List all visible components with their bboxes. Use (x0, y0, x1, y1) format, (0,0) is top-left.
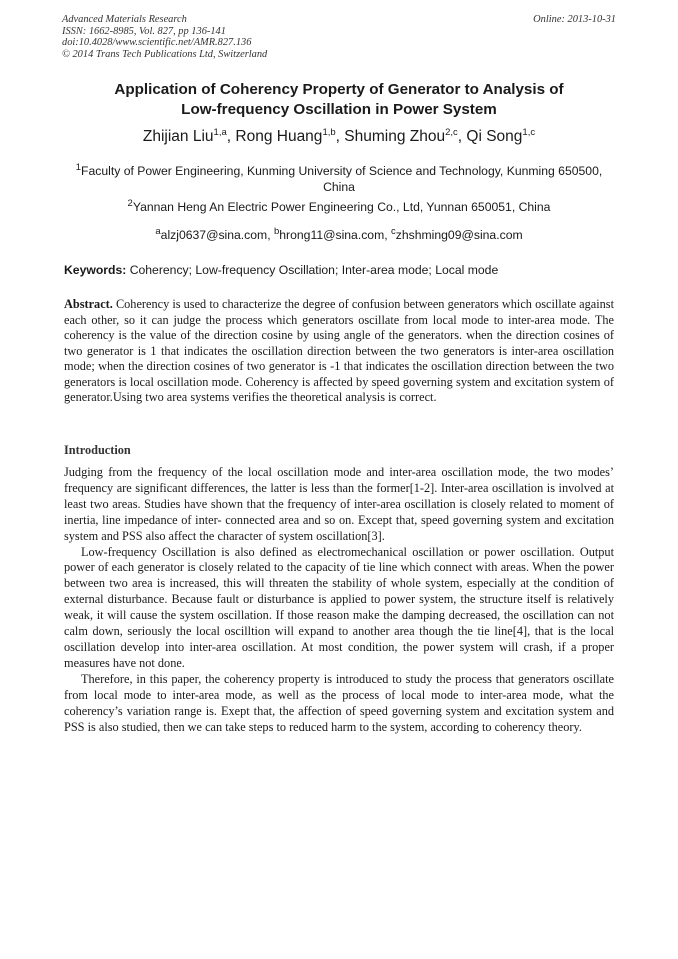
author-affiliation-sup: 2,c (445, 126, 458, 138)
title-line-1: Application of Coherency Property of Generator to Analysis of (114, 81, 564, 98)
abstract-text: Coherency is used to characterize the degree of confusion between generators which oscillate against each other, so it can judge the process which generators oscillate from local mode to inter-area mode. The coherency is the value of the direction cosine by using angle of the generators. when the direction cosines of two generator is 1 that indicates the oscillation direction between the two generators is inter-area oscillation mode; when the direction cosines of two generator is -1 that indicates the oscillation direction between the two generators is local oscillation mode. Coherency is affected by speed governing system and excitation system of generator.Using two area systems verifies the theoretical analysis is correct. (64, 297, 614, 404)
keywords-label: Keywords: (64, 263, 127, 277)
author-name: Shuming Zhou (344, 128, 446, 145)
author-separator: , (457, 128, 467, 145)
affiliation-2-text: Yannan Heng An Electric Power Engineering Co., Ltd, Yunnan 650051, China (132, 200, 551, 214)
title-line-2: Low-frequency Oscillation in Power System (181, 100, 497, 118)
author-name: Zhijian Liu (142, 128, 214, 145)
paragraph: Low-frequency Oscillation is also defined as electromechanical oscillation or power oscillation. Output power of each generator is closely related to the capacity of tie line which connect with areas. When the power between two area is increased, this will threaten the stability of whole system, especially at the condition of external disturbance. Because fault or disturbance is applied to power system, the structure itself is relatively weak, it will cause the system oscillation. If those reason make the damping decreased, the oscillation can not calm down, seriously the local oscilltion will expand to another area though the tie line[4], that is the local oscillation develop into inter-area oscillation. At most condition, the power system will crash, if a proper measures have not done. (64, 544, 614, 670)
journal-name: Advanced Materials Research (62, 14, 187, 25)
introduction-body (64, 465, 614, 735)
paper-title (62, 80, 616, 119)
author-list (62, 127, 616, 147)
keywords-text: Coherency; Low-frequency Oscillation; Inter-area mode; Local mode (126, 263, 499, 277)
author-separator: , (335, 128, 345, 145)
email-b: hrong11@sina.com, (279, 228, 392, 242)
author-affiliation-sup: 1,a (213, 126, 227, 138)
email-c: zhshming09@sina.com (395, 228, 523, 242)
journal-header (62, 14, 616, 60)
paragraph: Therefore, in this paper, the coherency property is introduced to study the process that generators oscillate from local mode to inter-area mode, as well as the process of local mode to inter-area mode, what the coherency’s variation range is. Exept that, the affection of speed governing system and excitation system and PSS is also studied, then we can take steps to reduced harm to the system, according to coherency theory. (64, 671, 614, 734)
affiliation-1-sup: 1 (75, 161, 82, 173)
author-name: Qi Song (466, 128, 523, 145)
online-date: Online: 2013-10-31 (533, 14, 616, 25)
email-b-sup: b (273, 225, 280, 237)
author-affiliation-sup: 1,b (322, 126, 336, 138)
copyright-line: © 2014 Trans Tech Publications Ltd, Switzerland (62, 48, 268, 60)
abstract (64, 297, 614, 406)
paragraph: Judging from the frequency of the local oscillation mode and inter-area oscillation mode, the two modes’ frequency are significant differences, the latter is less than the former[1-2]. Inter-area oscillation is involved at least two areas. Studies have shown that the frequency of inter-area oscillation is closely related to moment of inertia, line impedance of inter- connected area and so on. Except that, speed governing system and excitation system and PSS also affect the character of system oscillation[3]. (64, 465, 614, 543)
affiliation-2 (62, 199, 616, 215)
email-c-sup: c (391, 225, 396, 237)
doi-line: doi:10.4028/www.scientific.net/AMR.827.136 (62, 37, 252, 49)
author-emails (62, 227, 616, 243)
affiliation-2-sup: 2 (127, 197, 133, 209)
section-heading-introduction: Introduction (64, 443, 131, 457)
email-a: alzj0637@sina.com, (160, 228, 274, 242)
author-affiliation-sup: 1,c (522, 126, 536, 138)
email-a-sup: a (155, 225, 161, 237)
abstract-label: Abstract. (64, 297, 113, 311)
issn-line: ISSN: 1662-8985, Vol. 827, pp 136-141 (62, 25, 226, 37)
author-name: Rong Huang (235, 128, 323, 145)
keywords (64, 262, 616, 278)
author-separator: , (226, 128, 236, 145)
affiliation-1 (62, 163, 616, 195)
affiliation-1-text: Faculty of Power Engineering, Kunming University of Science and Technology, Kunming 650500, China (81, 164, 603, 194)
